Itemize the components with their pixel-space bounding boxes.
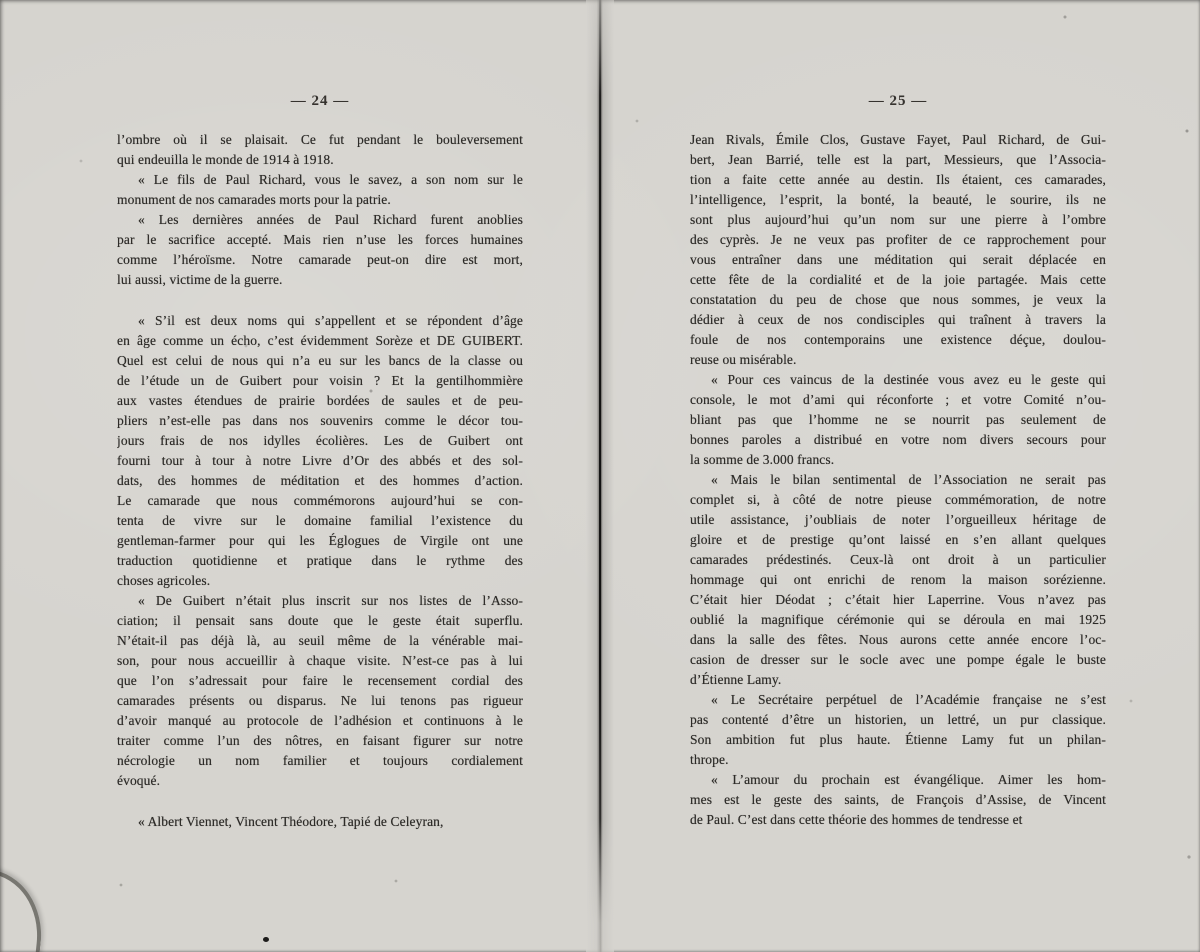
text-line: vous entraîner dans une méditation qui serait déplacée en (690, 252, 1106, 267)
text-line: bliant pas que l’homme ne se nourrit pas seulement de (690, 412, 1106, 427)
text-line: constatation du peu de chose que nous sommes, je veux la (690, 292, 1106, 307)
text-line: traiter comme l’un des nôtres, en faisant figurer sur notre (117, 733, 523, 748)
paragraph (117, 591, 523, 791)
text-line: son, pour nous accueillir à chaque visite. N’est-ce pas à lui (117, 653, 523, 668)
text-line: « De Guibert n’était plus inscrit sur nos listes de l’Asso- (138, 593, 523, 608)
text-line: choses agricoles. (117, 573, 211, 588)
text-line: « L’amour du prochain est évangélique. Aimer les hom- (711, 772, 1106, 787)
text-line: « Les dernières années de Paul Richard furent anoblies (138, 212, 523, 227)
text-line: Le camarade que nous commémorons aujourd’hui se con- (117, 493, 523, 508)
text-line: C’était hier Déodat ; c’était hier Laperrine. Vous n’avez pas (690, 592, 1106, 607)
text-line: aux vastes étendues de prairie bordées de saules et de peu- (117, 393, 523, 408)
paragraph (117, 170, 523, 210)
ink-dot-mark (263, 937, 269, 942)
text-line: de Paul. C’est dans cette théorie des hommes de tendresse et (690, 812, 1023, 827)
text-line: complet si, à côté de notre pieuse commémoration, de notre (690, 492, 1106, 507)
text-line: bert, Jean Barrié, telle est la part, Messieurs, que l’Associa- (690, 152, 1106, 167)
paragraph (690, 370, 1106, 470)
text-line: d’avoir manqué au protocole de l’adhésion et continuons à le (117, 713, 523, 728)
text-line: utile assistance, j’oubliais de noter l’orgueilleux héritage de (690, 512, 1106, 527)
text-line: la somme de 3.000 francs. (690, 452, 835, 467)
page-25 (690, 92, 1106, 830)
text-line: « S’il est deux noms qui s’appellent et se répondent d’âge (138, 313, 523, 328)
page-number-header: — 25 — (868, 93, 928, 109)
page-number-header: — 24 — (290, 93, 350, 109)
text-line: N’était-il pas déjà là, au seuil même de la vénérable mai- (117, 633, 523, 648)
text-line: « Le Secrétaire perpétuel de l’Académie française ne s’est (711, 692, 1106, 707)
text-line: reuse ou misérable. (690, 352, 797, 367)
text-line: foule de nos contemporains une existence déçue, doulou- (690, 332, 1106, 347)
paragraph (117, 210, 523, 290)
text-line: que l’on s’adressait pour faire le recensement cordial des (117, 673, 523, 688)
paragraph (690, 470, 1106, 690)
text-line: pas contenté d’être un historien, un lettré, un pur classique. (690, 712, 1106, 727)
text-line: des cyprès. Je ne veux pas profiter de ce rapprochement pour (690, 232, 1106, 247)
text-line: thrope. (690, 752, 729, 767)
text-line: dédier à ceux de nos condisciples qui traînent à travers la (690, 312, 1106, 327)
text-line: l’intelligence, l’esprit, la bonté, la beauté, le sourire, ils ne (690, 192, 1106, 207)
paragraph (117, 812, 523, 832)
text-line: camarades prédestinés. Ceux-là ont droit à un particulier (690, 552, 1106, 567)
text-line: cette fête de la cordialité et de la joie partagée. Mais cette (690, 272, 1106, 287)
text-line: d’Étienne Lamy. (690, 672, 782, 687)
text-line: jours frais de nos idylles écolières. Les de Guibert ont (117, 433, 523, 448)
text-line: comme l’héroïsme. Notre camarade peut-on dire est mort, (117, 252, 523, 267)
text-line: « Albert Viennet, Vincent Théodore, Tapié de Celeyran, (138, 814, 444, 829)
text-line: oublié la magnifique cérémonie qui se déroula en mai 1925 (690, 612, 1106, 627)
text-line: qui endeuilla le monde de 1914 à 1918. (117, 152, 334, 167)
text-line: console, le mot d’ami qui réconforte ; et votre Comité n’ou- (690, 392, 1106, 407)
text-line: casion de dresser sur le socle avec une pompe égale le buste (690, 652, 1106, 667)
text-line: Son ambition fut plus haute. Étienne Lamy fut un philan- (690, 732, 1106, 747)
text-line: camarades présents ou disparus. Ne lui tenons pas rigueur (117, 693, 523, 708)
book-gutter (586, 0, 614, 952)
text-line: « Mais le bilan sentimental de l’Association ne serait pas (711, 472, 1106, 487)
text-line: ciation; il pensait sans doute que le geste était superflu. (117, 613, 523, 628)
text-line: fourni tour à tour à notre Livre d’Or des abbés et des sol- (117, 453, 523, 468)
text-line: Quel est celui de nous qui n’a eu sur les bancs de la classe ou (117, 353, 523, 368)
page-24 (117, 92, 523, 832)
text-line: pliers n’est-elle pas dans nos souvenirs comme le décor tou- (117, 413, 523, 428)
paragraph (690, 690, 1106, 770)
text-line: sont plus aujourd’hui qu’un nom sur une pierre à l’ombre (690, 212, 1106, 227)
text-line: de l’étude un de Guibert pour voisin ? Et la gentilhommière (117, 373, 523, 388)
text-line: Jean Rivals, Émile Clos, Gustave Fayet, Paul Richard, de Gui- (690, 132, 1106, 147)
text-line: tion a faite cette année au destin. Ils étaient, ces camarades, (690, 172, 1106, 187)
text-line: « Le fils de Paul Richard, vous le savez, a son nom sur le (138, 172, 523, 187)
paragraph (690, 130, 1106, 370)
paper-speckles (0, 0, 2, 2)
text-line: par le sacrifice accepté. Mais rien n’use les forces humaines (117, 232, 523, 247)
text-line: évoqué. (117, 773, 161, 788)
text-line: l’ombre où il se plaisait. Ce fut pendant le bouleversement (117, 132, 523, 147)
text-line: mes est le geste des saints, de François d’Assise, de Vincent (690, 792, 1106, 807)
text-line: dats, des hommes de méditation et des hommes d’action. (117, 473, 523, 488)
page-corner-fold (0, 869, 48, 952)
page-text (690, 130, 1106, 830)
text-line: en âge comme un écho, c’est évidemment Sorèze et DE GUIBERT. (117, 333, 523, 348)
text-line: gentleman-farmer pour qui les Églogues de Virgile ont une (117, 533, 523, 548)
text-line: tenta de vivre sur le domaine familial l’existence du (117, 513, 523, 528)
text-line: hommage qui ont enrichi de renom la maison sorézienne. (690, 572, 1106, 587)
text-line: nécrologie un nom familier et toujours cordialement (117, 753, 523, 768)
page-text (117, 130, 523, 832)
text-line: dans la salle des fêtes. Nous aurons cette année encore l’oc- (690, 632, 1106, 647)
text-line: monument de nos camarades morts pour la patrie. (117, 192, 391, 207)
text-line: lui aussi, victime de la guerre. (117, 272, 283, 287)
paragraph (117, 311, 523, 591)
paragraph (690, 770, 1106, 830)
text-line: bonnes paroles a distribué en votre nom divers secours pour (690, 432, 1106, 447)
text-line: « Pour ces vaincus de la destinée vous avez eu le geste qui (711, 372, 1106, 387)
text-line: traduction quotidienne et pratique dans le rythme des (117, 553, 523, 568)
text-line: gloire et de prestige qu’ont laissé en s’en allant quelques (690, 532, 1106, 547)
paragraph (117, 130, 523, 170)
